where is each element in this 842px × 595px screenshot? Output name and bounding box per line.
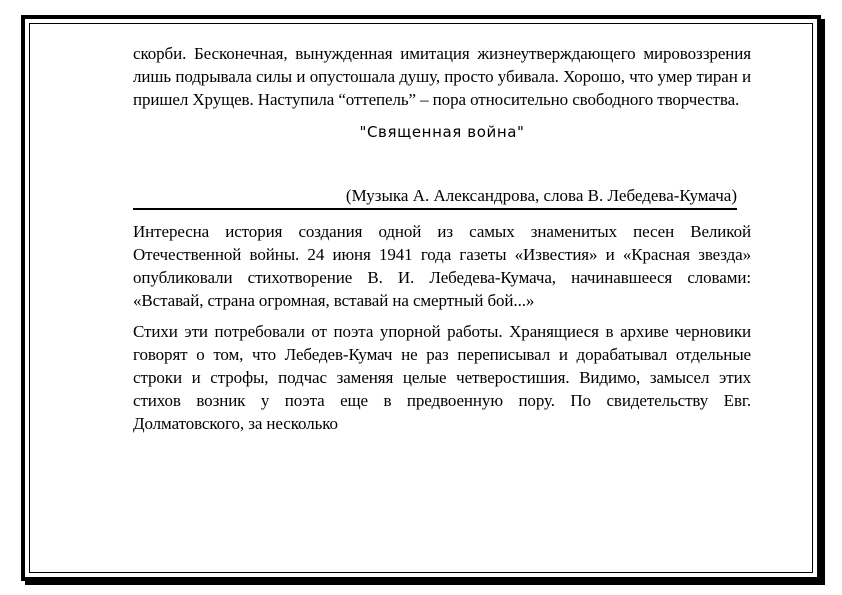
song-credit: (Музыка А. Александрова, слова В. Лебедева-Кумача)	[345, 186, 737, 205]
paragraph-drafts: Стихи эти потребовали от поэта упорной работы. Хранящиеся в архиве черновики говорят о том, что Лебедев-Кумач не раз переписывал и дорабатывал отдельные строки и строфы, подчас заменяя целые четверостишия. Видимо, замысел этих стихов возник у поэта еще в предвоенную пору. По свидетельству Евг. Долматовского, за несколько	[133, 322, 751, 433]
song-credit-block	[133, 186, 737, 210]
page-content	[133, 42, 751, 435]
paragraph-top: скорби. Бесконечная, вынужденная имитация жизнеутверждающего мировоззрения лишь подрывала силы и опустошала душу, просто убивала. Хорошо, что умер тиран и пришел Хрущев. Наступила “оттепель” – пора относительно свободного творчества.	[133, 44, 751, 109]
frame-shadow-right	[821, 19, 825, 585]
song-title: "Священная война"	[359, 123, 525, 141]
frame-shadow-bottom	[25, 581, 825, 585]
paragraph-history: Интересна история создания одной из самых знаменитых песен Великой Отечественной войны. 24 июня 1941 года газеты «Известия» и «Красная звезда» опубликовали стихотворение В. И. Лебедева-Кумача, начинавшееся словами: «Вставай, страна огромная, вставай на смертный бой...»	[133, 222, 751, 310]
